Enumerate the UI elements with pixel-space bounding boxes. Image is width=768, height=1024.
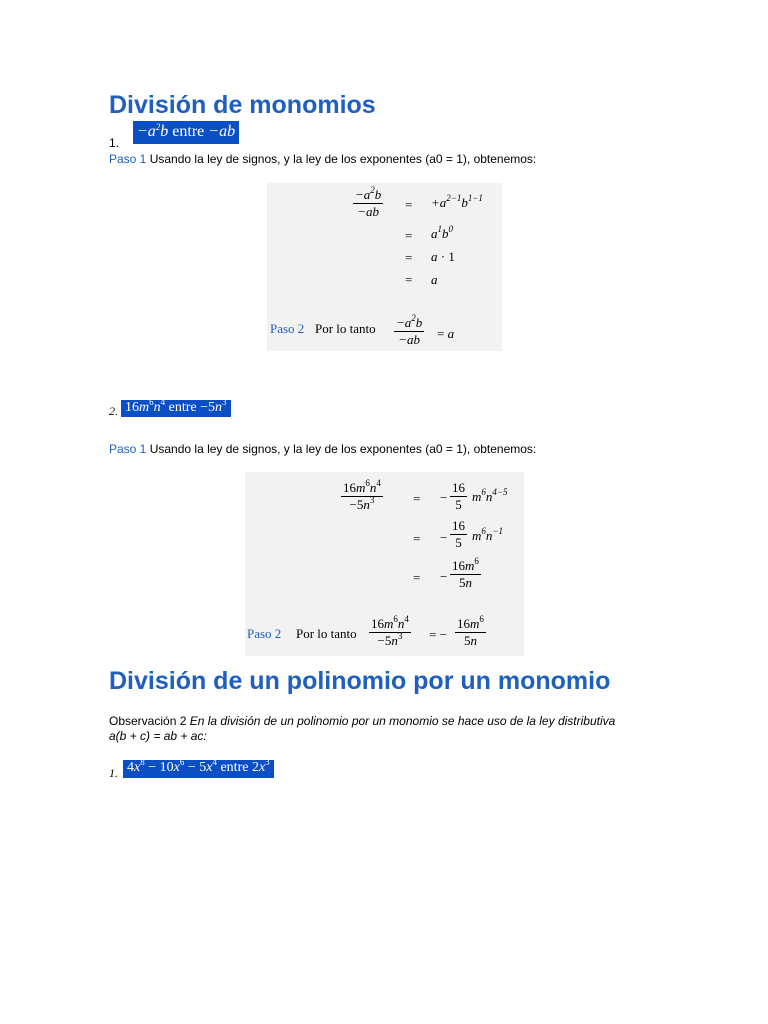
example-number: 1. — [109, 766, 118, 780]
equals-sign: = — [413, 491, 421, 506]
example-expression-highlight: $4x^8 - 10x^6 - 5x^4$ entre $2x^3$ — [123, 760, 274, 778]
observacion-label: Observación 2 — [109, 714, 187, 728]
result-lhs-fraction: $16m^6n^4$ $-5n^3$ — [371, 614, 409, 648]
lhs-fraction: $-a^2b$ −ab — [355, 185, 382, 219]
paso1-line — [109, 442, 536, 456]
paso1-text: Usando la ley de signos, y la ley de los exponentes (a0 = 1), obtenemos: — [149, 152, 537, 166]
paso2-text: Por lo tanto — [296, 626, 357, 641]
equals-sign: = — [405, 250, 413, 265]
result-rhs-fraction: $16m^6$ 5n — [457, 614, 484, 648]
step-1-monomial: $m^6n^{4-5}$ — [472, 487, 508, 504]
equals-sign: = — [405, 197, 413, 212]
step-2-monomial: $m^6n^{-1}$ — [472, 526, 503, 543]
paso1-label: Paso 1 — [109, 442, 147, 456]
result-value: = a — [437, 326, 455, 341]
paso1-text: Usando la ley de signos, y la ley de los exponentes (a0 = 1), obtenemos: — [149, 442, 537, 456]
observacion-formula: a(b + c) = ab + ac: — [109, 729, 207, 743]
step-1-fraction: 16 5 — [452, 480, 465, 512]
step-3-fraction: $16m^6$ 5n — [452, 556, 479, 590]
paso1-line — [109, 152, 536, 166]
paso2-label: Paso 2 — [247, 626, 282, 641]
section-title-division-polinomio: División de un polinomio por un monomio — [109, 667, 611, 695]
example-expression-highlight: $16m^6n^4$ entre $-5n^3$ — [121, 400, 231, 417]
step-4: a — [431, 272, 438, 287]
paso1-label: Paso 1 — [109, 152, 147, 166]
paso2-label: Paso 2 — [270, 321, 305, 336]
equals-sign: = — [405, 228, 413, 243]
example-expression-highlight: $-a^2b$ entre −ab — [133, 121, 239, 144]
observacion-line — [109, 714, 615, 728]
step-3: a · 1 — [431, 249, 455, 264]
lhs-fraction: $16m^6n^4$ $-5n^3$ — [343, 478, 381, 512]
minus-sign: − — [440, 490, 448, 505]
equals-sign: = — [413, 570, 421, 585]
observacion-text: En la división de un polinomio por un monomio se hace uso de la ley distributiva — [189, 714, 616, 728]
result-equals-minus: = − — [429, 627, 447, 642]
step-2: $a^1b^0$ — [431, 224, 453, 241]
equals-sign: = — [405, 272, 413, 287]
step-2-fraction: 16 5 — [452, 518, 465, 550]
minus-sign: − — [440, 569, 448, 584]
paso2-text: Por lo tanto — [315, 321, 376, 336]
solution-panel-1 — [267, 183, 502, 351]
step-1: $+a^{2-1}b^{1-1}$ — [431, 193, 483, 210]
example-number: 1. — [109, 136, 120, 150]
result-fraction: $-a^2b$ −ab — [396, 313, 423, 347]
example-number: 2. — [109, 404, 118, 418]
minus-sign: − — [440, 530, 448, 545]
section-title-division-monomios: División de monomios — [109, 91, 376, 119]
equals-sign: = — [413, 531, 421, 546]
solution-panel-2 — [245, 472, 524, 656]
